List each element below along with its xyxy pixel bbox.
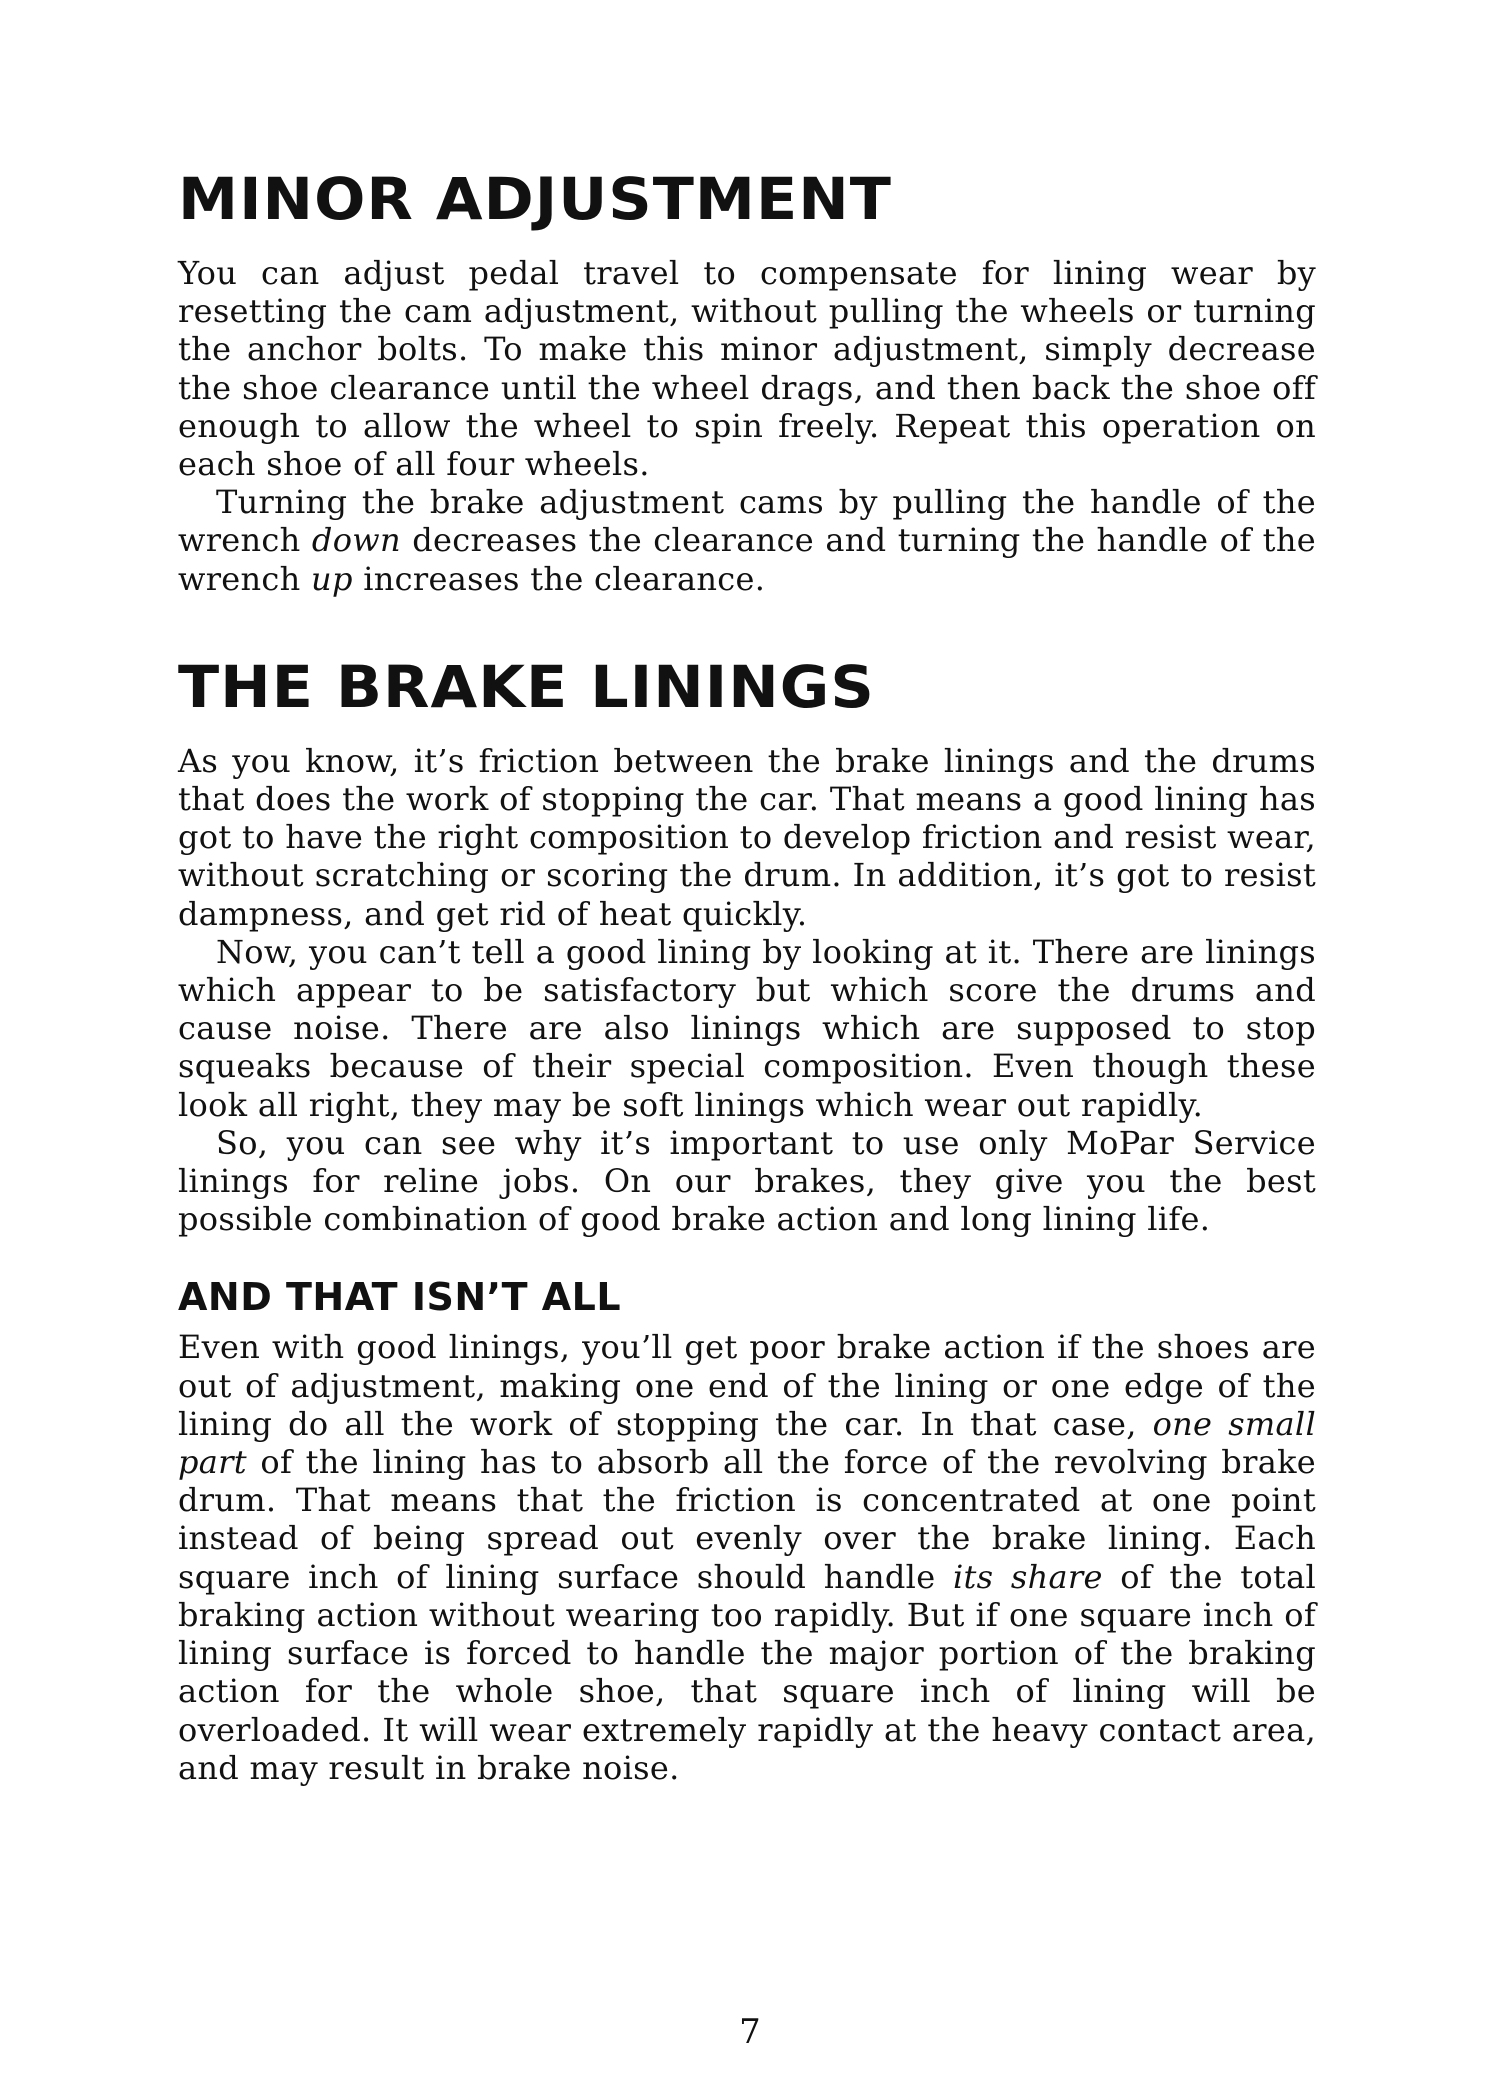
- paragraph: [178, 483, 1316, 598]
- emphasis-text: up: [311, 559, 353, 598]
- text-run: decreases the clearance and turning the handle of the wrench: [178, 521, 1316, 598]
- emphasis-text: its share: [952, 1557, 1103, 1596]
- section-and-that-isnt-all: [178, 1275, 1317, 1787]
- text-run: Turning the brake adjustment cams by pulling the handle of the wrench: [178, 483, 1316, 560]
- paragraph: As you know, it’s friction between the brake linings and the drums that does the work of stopping the car. That means a good lining has got to have the right composition to develop friction and resist wear, without scratching or scoring the drum. In addition, it’s got to resist dampness, and get rid of heat quickly.: [178, 741, 1316, 933]
- heading-minor-adjustment: MINOR ADJUSTMENT: [178, 165, 892, 233]
- section-brake-linings: [178, 652, 1316, 1239]
- section-minor-adjustment: [178, 165, 1316, 598]
- heading-and-that-isnt-all: AND THAT ISN’T ALL: [178, 1275, 622, 1320]
- text-run: increases the clearance.: [352, 559, 766, 598]
- page-number: 7: [739, 2012, 761, 2052]
- emphasis-text: one small part: [178, 1404, 1317, 1482]
- paragraph: You can adjust pedal travel to compensate for lining wear by resetting the cam adjustment, without pulling the wheels or turning the anchor bolts. To make this minor adjustment, simply decrease the shoe clearance until the wheel drags, and then back the shoe off enough to allow the wheel to spin freely. Repeat this operation on each shoe of all four wheels.: [178, 254, 1316, 484]
- paragraph: Now, you can’t tell a good lining by looking at it. There are linings which appear to be satisfactory but which score the drums and cause noise. There are also linings which are supposed to stop squeaks because of their special composition. Even though these look all right, they may be soft linings which wear out rapidly.: [178, 932, 1316, 1124]
- paragraph: So, you can see why it’s important to use only MoPar Service linings for reline jobs. On our brakes, they give you the best possible combination of good brake action and long lining life.: [178, 1123, 1316, 1239]
- text-run: Even with good linings, you’ll get poor brake action if the shoes are out of adjustment, making one end of the lining or one edge of the lining do all the work of stopping the car. In that case,: [178, 1328, 1316, 1443]
- paragraph: [178, 1328, 1316, 1786]
- text-run: of the total braking action without wearing too rapidly. But if one square inch of lining surface is forced to handle the major portion of the braking action for the whole shoe, that square inch of lining will be overloaded. It will wear extremely rapidly at the heavy contact area, and may result in brake noise.: [178, 1557, 1317, 1787]
- document-page: [178, 165, 1317, 1787]
- emphasis-text: down: [311, 521, 401, 560]
- heading-brake-linings: THE BRAKE LININGS: [178, 652, 875, 721]
- text-run: of the lining has to absorb all the force of the revolving brake drum. That means that the friction is concentrated at one point instead of being spread out evenly over the brake lining. Each square inch of lining surface should handle: [178, 1443, 1316, 1596]
